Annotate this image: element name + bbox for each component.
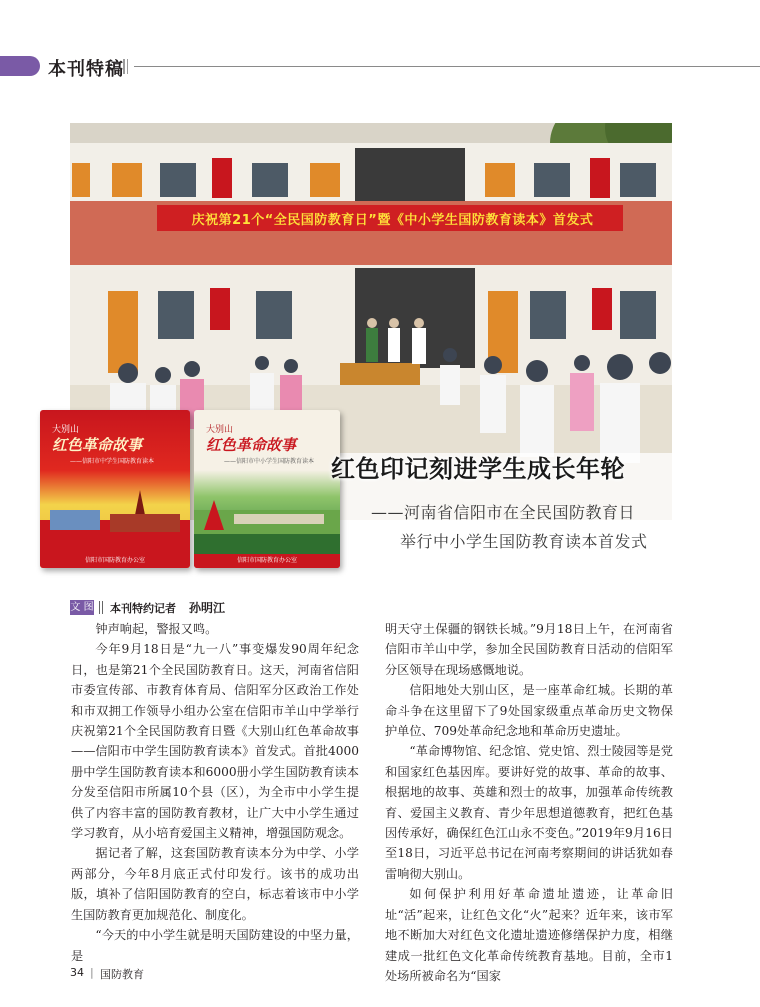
ceremony-banner-text: 庆祝第21个“全民国防教育日”暨《中小学生国防教育读本》首发式 bbox=[191, 213, 594, 228]
book-cover-subtitle: ——信阳市中小学生国防教育读本 bbox=[224, 458, 315, 465]
byline-role: 本刊特约记者 bbox=[110, 602, 176, 615]
page-number: 34 bbox=[70, 966, 84, 979]
paragraph: 据记者了解，这套国防教育读本分为中学、小学两部分，今年8月底正式付印发行。该书的成功出版，填补了信阳国防教育的空白，标志着该市中小学生国防教育更加规范化、制度化。 bbox=[71, 846, 359, 922]
paragraph: 钟声响起，警报又鸣。 bbox=[95, 622, 218, 636]
paragraph: “革命博物馆、纪念馆、党史馆、烈士陵园等是党和国家红色基因库。要讲好党的故事、革命的故事、根据地的故事、英雄和烈士的故事，加强革命传统教育、爱国主义教育、青少年思想道德教育，把红色基因传承好，确保红色江山永不变色。”2019年9月16日至18日，习近平总书记在河南考察期间的讲话犹如春雷响彻大别山。 bbox=[385, 744, 673, 881]
book-cover-title: 红色革命故事 bbox=[52, 436, 143, 454]
paragraph: “今天的中小学生就是明天国防建设的中坚力量，是 bbox=[71, 928, 359, 963]
article-headline: 红色印记刻进学生成长年轮 bbox=[331, 455, 625, 483]
header-rule bbox=[134, 66, 760, 67]
paragraph: 如何保护利用好革命遗址遗迹，让革命旧址“活”起来，让红色文化“火”起来？近年来，该市军地不断加大对红色文化遗址遗迹修缮保护力度，相继建成一批红色文化革命传统教育基地。目前，全市1处场所被命名为“国家 bbox=[385, 887, 673, 983]
article-column-right bbox=[385, 619, 673, 986]
book-cover-primary-school bbox=[194, 410, 340, 568]
section-tab-marker bbox=[0, 56, 40, 76]
byline-divider bbox=[99, 601, 103, 614]
book-cover-publisher: 信阳市国防教育办公室 bbox=[194, 554, 340, 568]
book-cover-title: 红色革命故事 bbox=[206, 436, 297, 454]
magazine-name: 国防教育 bbox=[100, 968, 144, 981]
book-cover-series: 大别山 bbox=[206, 425, 234, 435]
article-subheadline: ——河南省信阳市在全民国防教育日 bbox=[371, 503, 636, 522]
section-title: 本刊特稿 bbox=[48, 59, 124, 80]
book-cover-monument-art bbox=[40, 490, 190, 554]
article-subheadline-2: 举行中小学生国防教育读本首发式 bbox=[400, 532, 648, 551]
book-cover-subtitle: ——信阳市中学生国防教育读本 bbox=[70, 458, 155, 465]
book-cover-series: 大别山 bbox=[52, 425, 80, 435]
paragraph-continuation: 明天守土保疆的钢铁长城。”9月18日上午，在河南省信阳市羊山中学，参加全民国防教育日活动的信阳军分区领导在现场感慨地说。 bbox=[385, 622, 673, 677]
book-cover-landscape-art bbox=[194, 490, 340, 554]
book-cover-publisher: 信阳市国防教育办公室 bbox=[40, 554, 190, 568]
paragraph: 信阳地处大别山区，是一座革命红城。长期的革命斗争在这里留下了9处国家级重点革命历史文物保护单位、709处革命纪念地和革命历史遗址。 bbox=[385, 683, 673, 739]
footer-divider: | bbox=[90, 966, 94, 979]
section-divider-bars bbox=[123, 59, 128, 74]
byline-author: 孙明江 bbox=[189, 601, 226, 615]
paragraph: 今年9月18日是“九一八”事变爆发90周年纪念日，也是第21个全民国防教育日。这天，河南省信阳市委宣传部、市教育体育局、信阳军分区政治工作处和市双拥工作领导小组办公室在信阳市羊山中学举行庆祝第21个全民国防教育日暨《大别山红色革命故事——信阳市中学生国防教育读本》首发式。首批4000册中学生国防教育读本和6000册小学生国防教育读本分发至信阳市所属10个县（区），为全市中小学生提供了内容丰富的国防教育教材，让广大中小学生通过学习教育，从小培育爱国主义精神，增强国防观念。 bbox=[71, 642, 359, 841]
book-cover-middle-school bbox=[40, 410, 190, 568]
article-column-left bbox=[71, 619, 359, 966]
byline-tag: 文 图 bbox=[70, 602, 94, 613]
